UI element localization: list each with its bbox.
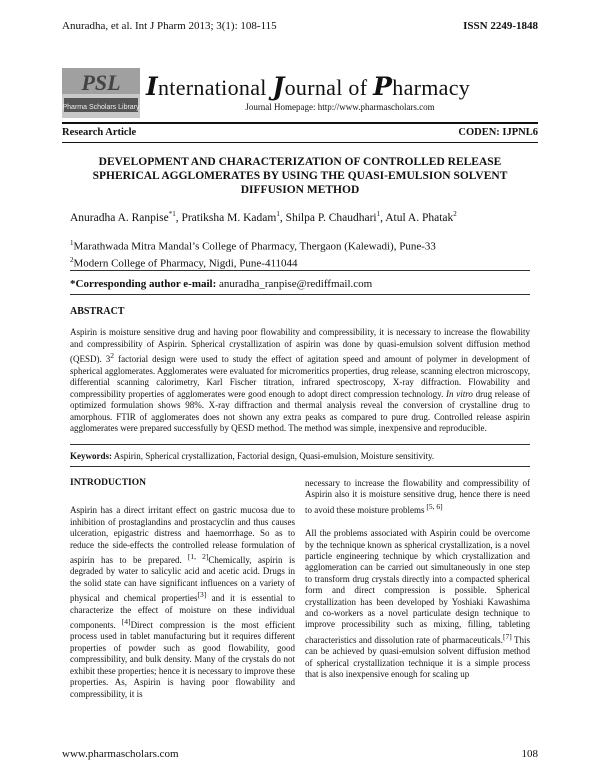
author: Atul A. Phatak — [385, 211, 454, 224]
coden: CODEN: IJPNL6 — [458, 127, 538, 138]
divider — [70, 466, 530, 467]
footer-url[interactable]: www.pharmascholars.com — [62, 748, 179, 760]
article-title: DEVELOPMENT AND CHARACTERIZATION OF CONTROLLED RELEASE SPHERICAL AGGLOMERATES BY USING THE QUASI-EMULSION SOLVENT DIFFUSION METHOD — [92, 156, 508, 196]
journal-title: International Journal of Pharmacy — [146, 72, 471, 101]
column-right — [305, 478, 530, 681]
corresponding-email[interactable]: anuradha_ranpise@rediffmail.com — [219, 278, 373, 290]
logo-caption: Pharma Scholars Library — [62, 104, 140, 111]
intro-paragraph: necessary to increase the flowability and compressibility of Aspirin also it is moisture sensitive drug, hence there is need to avoid these moisture problems [5, 6] — [305, 478, 530, 515]
author: Shilpa P. Chaudhari — [285, 211, 377, 224]
journal-homepage: Journal Homepage: http://www.pharmascholars.com — [245, 102, 435, 112]
divider — [70, 270, 530, 271]
affiliation: $^2$Modern College of Pharmacy, Nigdi, Pune-411044 — [70, 255, 298, 270]
column-left — [70, 478, 295, 700]
article-type: Research Article — [62, 127, 137, 138]
issn-header: ISSN 2249-1848 — [463, 20, 538, 32]
author: Pratiksha M. Kadam — [181, 211, 277, 224]
author-list: Anuradha A. Ranpise$^{*1}$, Pratiksha M. Kadam$^1$, Shilpa P. Chaudhari$^1$, Atul A. Phatak$^2$ — [70, 210, 457, 224]
keywords: Keywords: Aspirin, Spherical crystallization, Factorial design, Quasi-emulsion, Moisture sensitivity. — [70, 451, 435, 461]
divider — [70, 444, 530, 445]
affiliations — [70, 237, 436, 270]
page-number: 108 — [521, 748, 538, 760]
intro-heading: INTRODUCTION — [70, 478, 147, 488]
affiliation: $^1$Marathwada Mitra Mandal’s College of Pharmacy, Thergaon (Kalewadi), Pune-33 — [70, 239, 436, 253]
divider — [70, 294, 530, 295]
corresponding-author: *Corresponding author e-mail: anuradha_ranpise@rediffmail.com — [70, 278, 373, 290]
intro-paragraph: Aspirin has a direct irritant effect on gastric mucosa due to inhibition of prostaglandins and prostacyclin and thus causes ulceration, epigastric distress and haemorrhage. So as to reduce the side-effects the controlled release formulation of aspirin has to be prepared. [1, 2]Chemically, aspirin is degraded by water to salicylic acid and acetic acid. Drugs in the solid state can have significant influences on a variety of physical and chemical properties[3] and it is essential to characterize the effect of moisture on these individual components. [4]Direct compression is the most efficient process used in tablet manufacturing but it requires different properties of powder such as good flowability, good compressibility, and bulk density. Many of the crystals do not exhibit these properties; hence it is necessary to improve these properties. As, Aspirin is having poor flowability and compressibility, it is — [70, 505, 295, 699]
author: Anuradha A. Ranpise — [70, 211, 169, 224]
logo-mark: PSL — [81, 70, 121, 95]
citation-header: Anuradha, et al. Int J Pharm 2013; 3(1): 108-115 — [62, 20, 277, 32]
divider — [62, 122, 538, 124]
abstract-heading: ABSTRACT — [70, 306, 125, 317]
intro-paragraph: All the problems associated with Aspirin could be overcome by the technique known as spherical crystallization, is a novel particle engineering technique by which crystallization and agglomeration can be carried out simultaneously in one step to transform drug crystals directly into a compacted spherical form and direct compression is possible. Spherical crystallization has been developed by Yoshiaki Kawashima and co-workers as a novel particulate design technique to improve processibility such as mixing, filling, tableting characteristics and dissolution rate of pharmaceuticals.[7] This can be achieved by quasi-emulsion solvent diffusion method of spherical crystallization technique it is a simple process that is also inexpensive enough for scaling up — [305, 528, 530, 680]
abstract-text: Aspirin is moisture sensitive drug and having poor flowability and compressibility, it is necessary to increase the flowability and compressibility of Aspirin. Spherical crystallization of aspirin was done by quasi-emulsion solvent diffusion method (QESD). $3^2$ factorial design were used to study the effect of agitation speed and amount of polymer in development of spherical agglomerates. Agglomerates were evaluated for micromeritics properties, drug release, scanning electron microscopy, differential scanning calorimetry, Karl Fischer titration, infrared spectroscopy, X-ray diffraction. Flowability and compressibility properties of agglomerates were good enough to adopt direct compression technology. In vitro drug release of optimized formulation shows 98%. X-ray diffraction and thermal analysis reveal the conversion of crystalline drug to amorphous. FTIR of agglomerates does not shown any extra peaks as compared to pure drug. Controlled release aspirin agglomerates were prepared successfully by QESD method. The method was simple, inexpensive and reproducible. — [70, 327, 531, 433]
divider — [62, 142, 538, 143]
